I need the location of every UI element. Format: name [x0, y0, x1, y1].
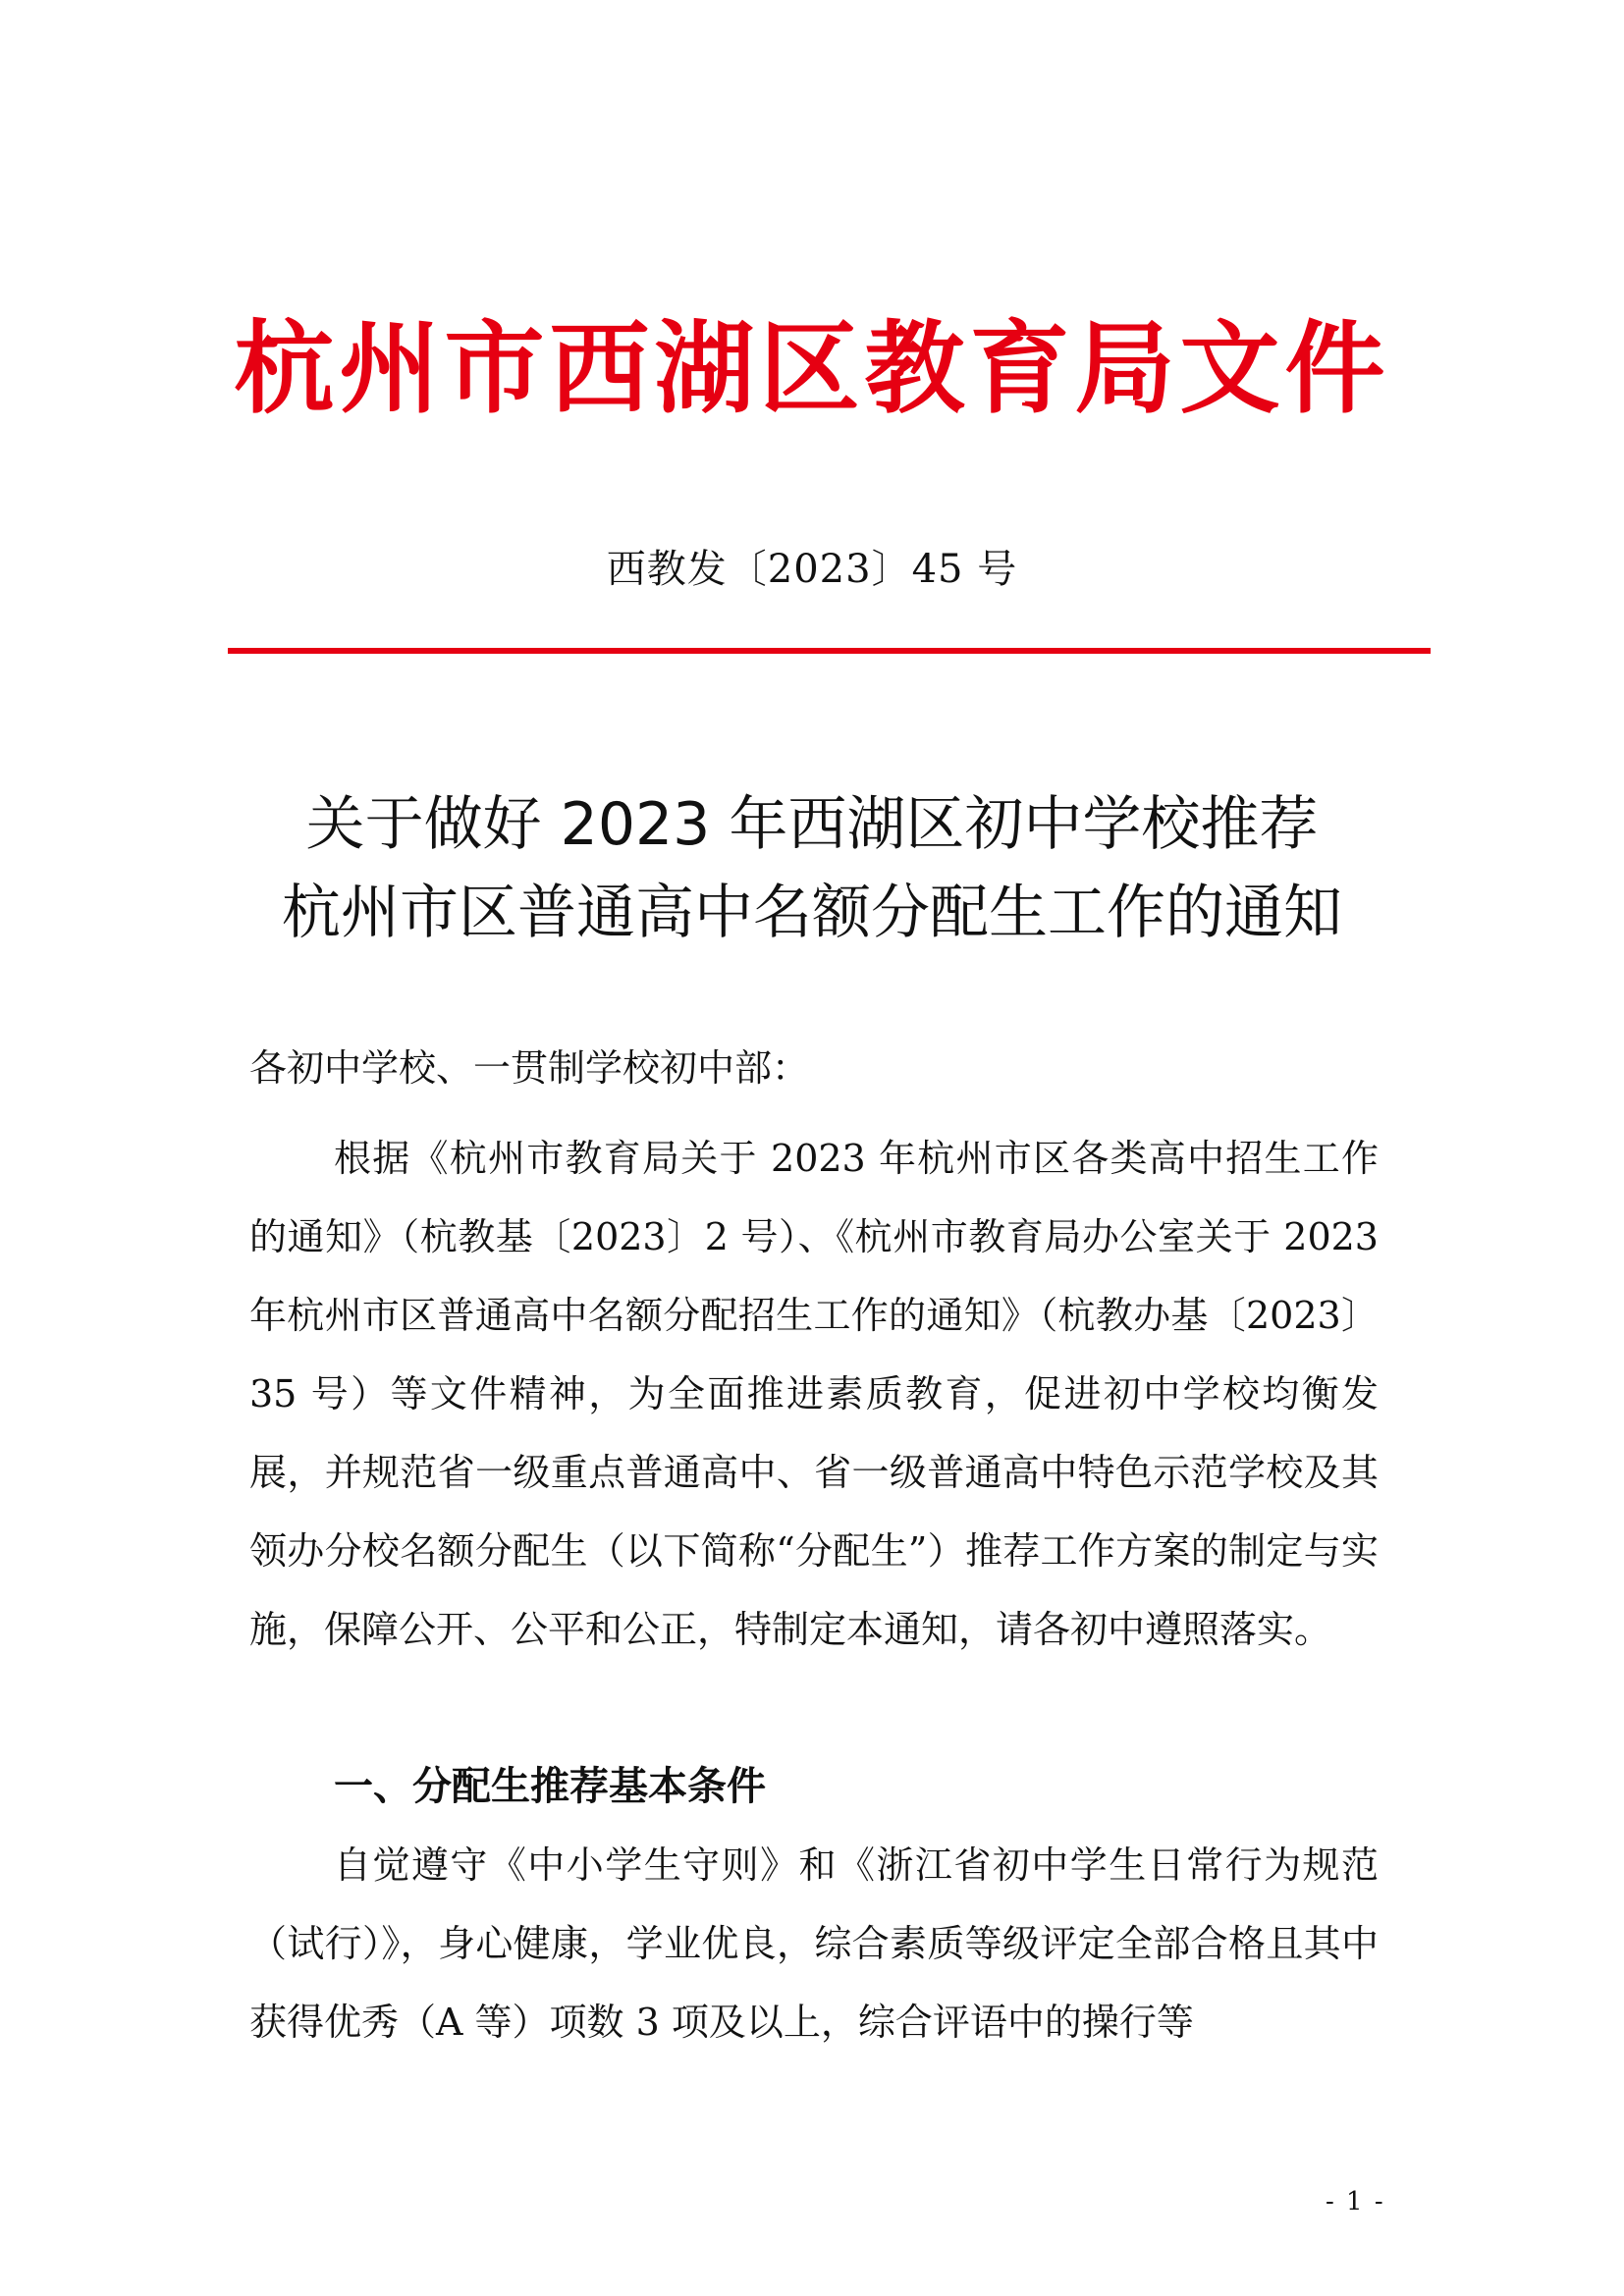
notice-title [0, 780, 1624, 957]
issuer-title: 杭州市西湖区教育局文件 [234, 310, 1390, 428]
section-1-paragraph: 自觉遵守《中小学生守则》和《浙江省初中学生日常行为规范（试行）》，身心健康，学业优良，综合素质等级评定全部合格且其中获得优秀（A 等）项数 3 项及以上，综合评语中的操行等 [249, 1843, 1379, 2044]
notice-title-line-2: 杭州市区普通高中名额分配生工作的通知 [282, 879, 1342, 947]
body-paragraph-1: 根据《杭州市教育局关于 2023 年杭州市区各类高中招生工作的通知》（杭教基〔2023〕2 号）、《杭州市教育局办公室关于 2023 年杭州市区普通高中名额分配招生工作的通知》（杭教办基〔2023〕35 号）等文件精神，为全面推进素质教育，促进初中学校均衡发展，并规范省一级重点普通高中、省一级普通高中特色示范学校及其领办分校名额分配生（以下简称“分配生”）推荐工作方案的制定与实施，保障公开、公平和公正，特制定本通知，请各初中遵照落实。 [249, 1137, 1379, 1651]
section-heading-1: 一、分配生推荐基本条件 [334, 1764, 766, 1809]
salutation: 各初中学校、一贯制学校初中部： [249, 1046, 810, 1090]
page-number: - 1 - [1326, 2187, 1385, 2216]
document-number: 西教发〔2023〕45 号 [606, 547, 1018, 592]
notice-title-line-1: 关于做好 2023 年西湖区初中学校推荐 [305, 790, 1319, 859]
red-separator-line [228, 648, 1431, 654]
